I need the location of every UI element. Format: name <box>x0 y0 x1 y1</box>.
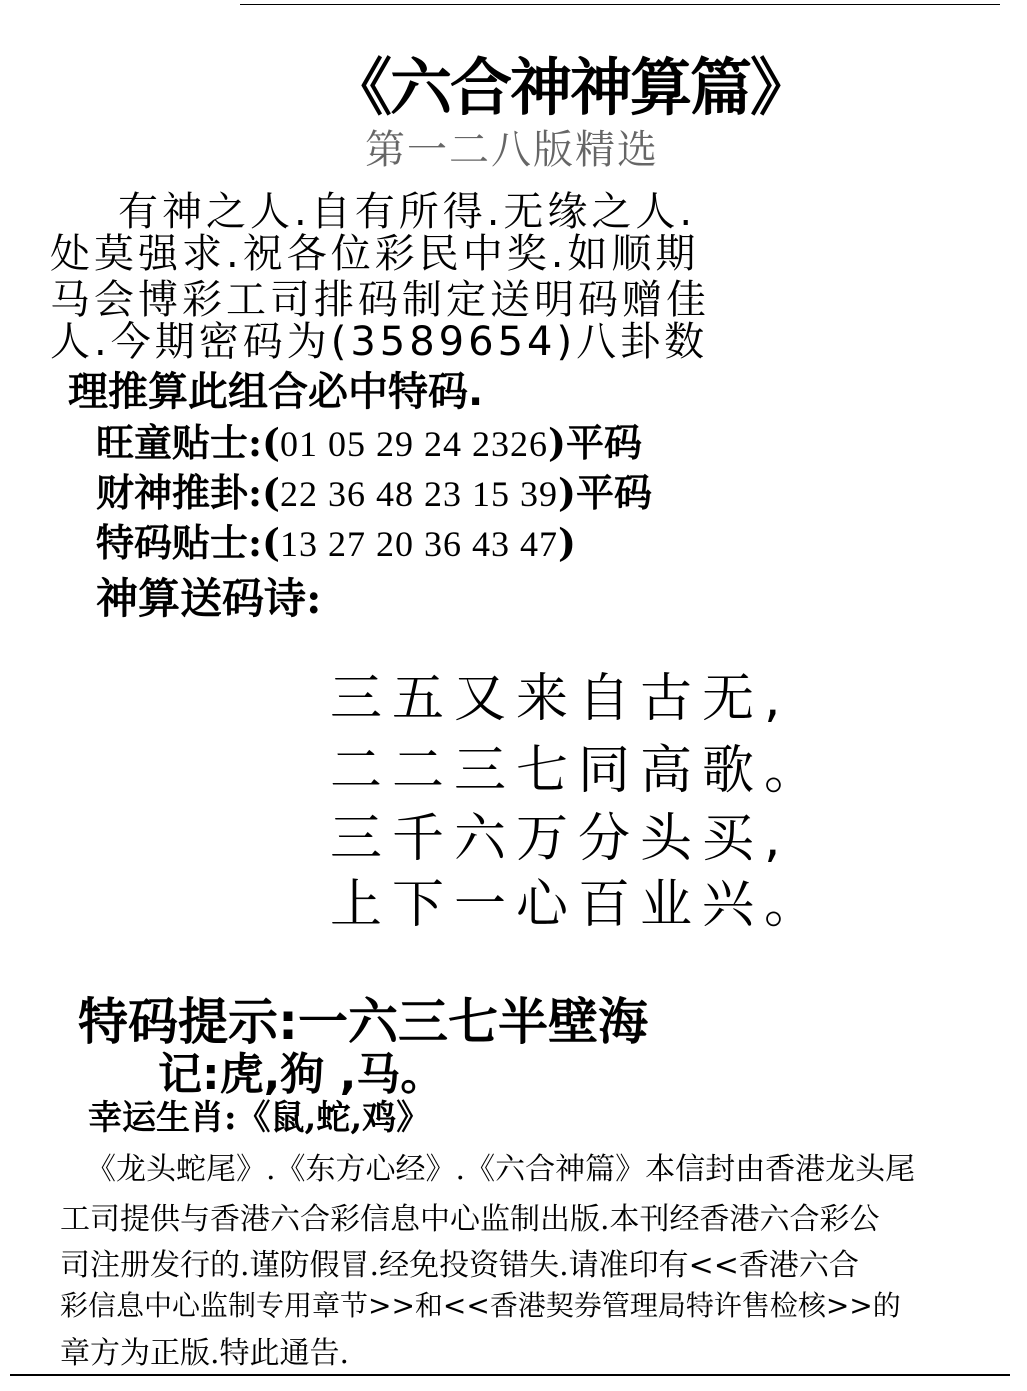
tip-row-tema <box>96 512 576 567</box>
intro-conclusion: 理推算此组合必中特码. <box>68 369 484 415</box>
tip-label: 特码贴士:( <box>96 520 281 565</box>
tip-suffix: )平码 <box>548 420 642 465</box>
notice-line-5: 章方为正版.特此通告. <box>60 1336 350 1371</box>
tip-numbers: 22 36 48 23 15 39 <box>280 474 559 514</box>
tip-numbers: 13 27 20 36 43 47 <box>280 524 559 564</box>
intro-line-2: 处莫强求.祝各位彩民中奖.如顺期 <box>50 231 700 277</box>
tip-label: 财神推卦:( <box>96 470 281 515</box>
poem-line-2: 二二三七同高歌。 <box>330 741 827 801</box>
tip-numbers: 01 05 29 24 2326 <box>280 424 549 464</box>
lucky-zodiac: 幸运生肖:《鼠,蛇,鸡》 <box>88 1098 431 1138</box>
tip-row-caishen <box>96 462 652 517</box>
notice-line-1: 《龙头蛇尾》.《东方心经》.《六合神篇》本信封由香港龙头尾 <box>86 1152 916 1187</box>
poem-line-3: 三千六万分头买, <box>330 809 791 869</box>
intro-line-3: 马会博彩工司排码制定送明码赠佳 <box>50 277 710 323</box>
tip-suffix: ) <box>558 520 576 565</box>
notice-line-3: 司注册发行的.谨防假冒.经免投资错失.请准印有<<香港六合 <box>60 1248 859 1283</box>
edition-subtitle: 第一二八版精选 <box>365 127 659 173</box>
top-rule <box>240 4 1000 5</box>
special-hint-line-1: 特码提示:一六三七半壁海 <box>78 993 648 1051</box>
intro-line-4: 人.今期密码为(3589654)八卦数 <box>50 319 709 365</box>
poem-line-4: 上下一心百业兴。 <box>330 875 827 935</box>
notice-line-2: 工司提供与香港六合彩信息中心监制出版.本刊经香港六合彩公 <box>60 1202 880 1237</box>
bottom-rule <box>10 1374 1010 1376</box>
special-hint-line-2: 记:虎,狗 ,马。 <box>158 1049 445 1100</box>
tip-row-wangtong <box>96 412 642 467</box>
tip-suffix: )平码 <box>558 470 652 515</box>
poem-line-1: 三五又来自古无, <box>330 669 791 729</box>
intro-line-1: 有神之人.自有所得.无缘之人. <box>118 189 697 235</box>
tip-label: 旺童贴士:( <box>96 420 281 465</box>
page-title: 《六合神神算篇》 <box>330 51 811 124</box>
notice-line-4: 彩信息中心监制专用章节>>和<<香港契券管理局特许售检核>>的 <box>60 1289 901 1322</box>
poem-heading: 神算送码诗: <box>96 574 322 623</box>
